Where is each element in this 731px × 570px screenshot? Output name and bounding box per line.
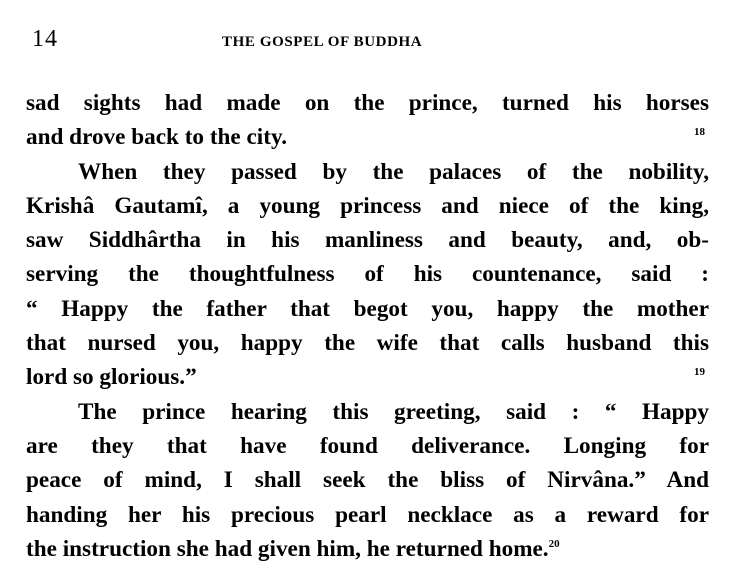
text-line-8 <box>26 326 709 360</box>
line-text: peace of mind, I shall seek the bliss of Nirvâna.” And <box>26 467 709 494</box>
text-line-1 <box>26 86 709 120</box>
page-number: 14 <box>32 26 58 52</box>
line-text: lord so glorious.” <box>26 364 197 391</box>
running-title: THE GOSPEL OF BUDDHA <box>222 34 423 50</box>
line-text: The prince hearing this greeting, said : “ Happy <box>78 398 709 425</box>
text-line-7 <box>26 292 709 326</box>
line-text: Krishâ Gautamî, a young princess and niece of the king, <box>26 192 709 219</box>
text-line-12 <box>26 463 709 497</box>
line-text: are they that have found deliverance. Longing for <box>26 432 709 459</box>
verse-number: 19 <box>694 366 705 379</box>
line-text: that nursed you, happy the wife that calls husband this <box>26 330 709 357</box>
text-line-9 <box>26 360 709 394</box>
line-text: serving the thoughtfulness of his countenance, said : <box>26 261 709 288</box>
text-line-10 <box>26 395 709 429</box>
line-text: the instruction she had given him, he returned home. <box>26 535 549 562</box>
text-line-14 <box>26 532 709 566</box>
page-header <box>32 26 709 56</box>
line-text: sad sights had made on the prince, turned his horses <box>26 90 709 116</box>
text-line-6 <box>26 257 709 291</box>
text-line-5 <box>26 223 709 257</box>
line-text: “ Happy the father that begot you, happy the mother <box>26 295 709 322</box>
verse-number: 18 <box>694 126 705 139</box>
line-text: saw Siddhârtha in his manliness and beauty, and, ob- <box>26 227 709 254</box>
text-line-3 <box>26 155 709 189</box>
text-line-13 <box>26 498 709 532</box>
text-line-2 <box>26 120 709 154</box>
line-text: handing her his precious pearl necklace as a reward for <box>26 501 709 528</box>
text-line-4 <box>26 189 709 223</box>
text-line-11 <box>26 429 709 463</box>
verse-number: 20 <box>548 537 560 550</box>
line-text: When they passed by the palaces of the nobility, <box>78 158 709 185</box>
body-text <box>26 86 709 566</box>
line-text: and drove back to the city. <box>26 124 288 151</box>
